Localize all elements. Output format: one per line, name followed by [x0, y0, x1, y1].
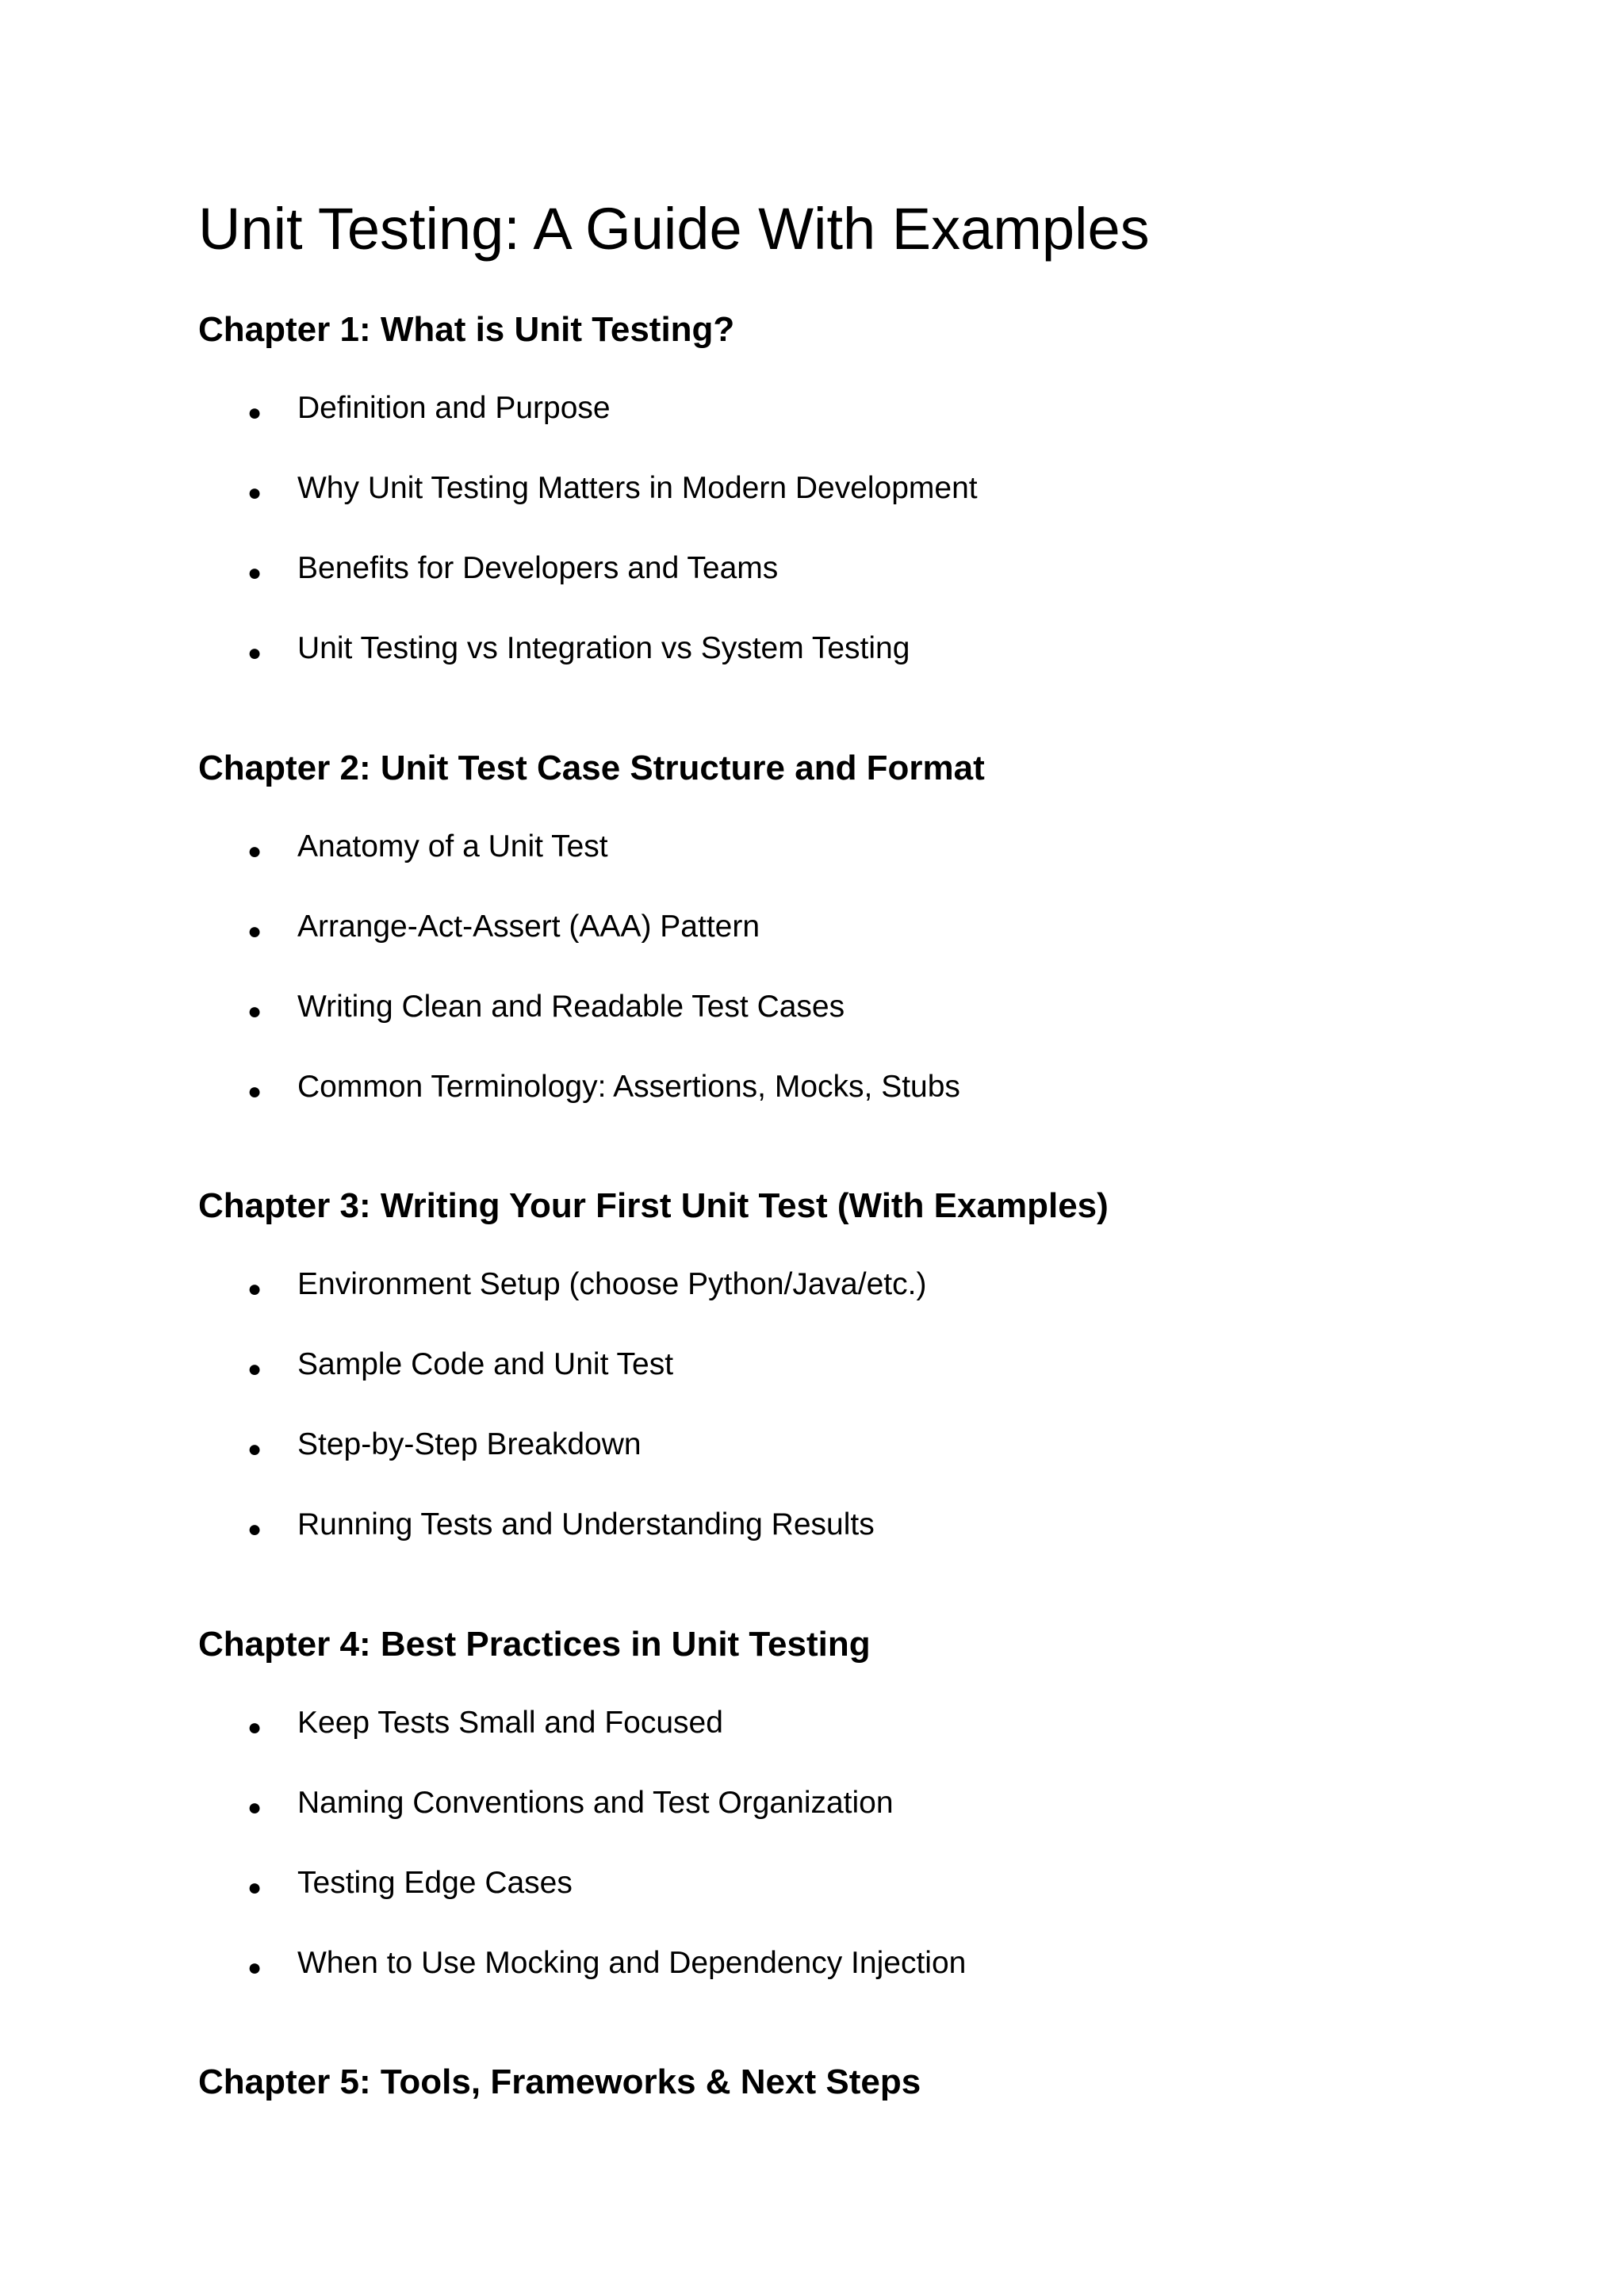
- bullet-icon: ●: [247, 480, 262, 506]
- list-item-text: Naming Conventions and Test Organization: [297, 1786, 894, 1820]
- bullet-icon: ●: [247, 1516, 262, 1542]
- list-item-text: Environment Setup (choose Python/Java/etc.): [297, 1267, 927, 1301]
- list-item-text: Benefits for Developers and Teams: [297, 551, 779, 585]
- list-item-text: Step-by-Step Breakdown: [297, 1427, 642, 1461]
- bullet-icon: ●: [247, 918, 262, 944]
- list-item-text: Common Terminology: Assertions, Mocks, Stubs: [297, 1070, 960, 1104]
- bullet-icon: ●: [247, 640, 262, 666]
- list-item-text: Keep Tests Small and Focused: [297, 1706, 723, 1740]
- bullet-icon: ●: [247, 1714, 262, 1741]
- list-item-text: Running Tests and Understanding Results: [297, 1507, 875, 1541]
- bullet-icon: ●: [247, 400, 262, 426]
- chapter-1-heading: Chapter 1: What is Unit Testing?: [198, 310, 735, 349]
- chapter-5-heading: Chapter 5: Tools, Frameworks & Next Steps: [198, 2062, 921, 2101]
- list-item-text: Anatomy of a Unit Test: [297, 829, 608, 864]
- list-item-text: Definition and Purpose: [297, 391, 611, 425]
- bullet-icon: ●: [247, 1276, 262, 1302]
- chapter-2-heading: Chapter 2: Unit Test Case Structure and Format: [198, 749, 985, 787]
- list-item-text: Sample Code and Unit Test: [297, 1347, 674, 1381]
- bullet-icon: ●: [247, 1794, 262, 1821]
- chapter-3-heading: Chapter 3: Writing Your First Unit Test (With Examples): [198, 1186, 1109, 1225]
- bullet-icon: ●: [247, 1955, 262, 1981]
- bullet-icon: ●: [247, 998, 262, 1024]
- list-item-text: Arrange-Act-Assert (AAA) Pattern: [297, 910, 760, 944]
- bullet-icon: ●: [247, 838, 262, 864]
- list-item-text: Testing Edge Cases: [297, 1866, 573, 1900]
- bullet-icon: ●: [247, 1356, 262, 1382]
- document-title: Unit Testing: A Guide With Examples: [198, 196, 1150, 262]
- bullet-icon: ●: [247, 1078, 262, 1105]
- bullet-icon: ●: [247, 560, 262, 586]
- bullet-icon: ●: [247, 1875, 262, 1901]
- list-item-text: Unit Testing vs Integration vs System Testing: [297, 631, 910, 665]
- list-item-text: Why Unit Testing Matters in Modern Development: [297, 471, 978, 505]
- list-item-text: Writing Clean and Readable Test Cases: [297, 990, 845, 1024]
- chapter-4-heading: Chapter 4: Best Practices in Unit Testing: [198, 1625, 871, 1664]
- list-item-text: When to Use Mocking and Dependency Injection: [297, 1946, 967, 1980]
- bullet-icon: ●: [247, 1436, 262, 1462]
